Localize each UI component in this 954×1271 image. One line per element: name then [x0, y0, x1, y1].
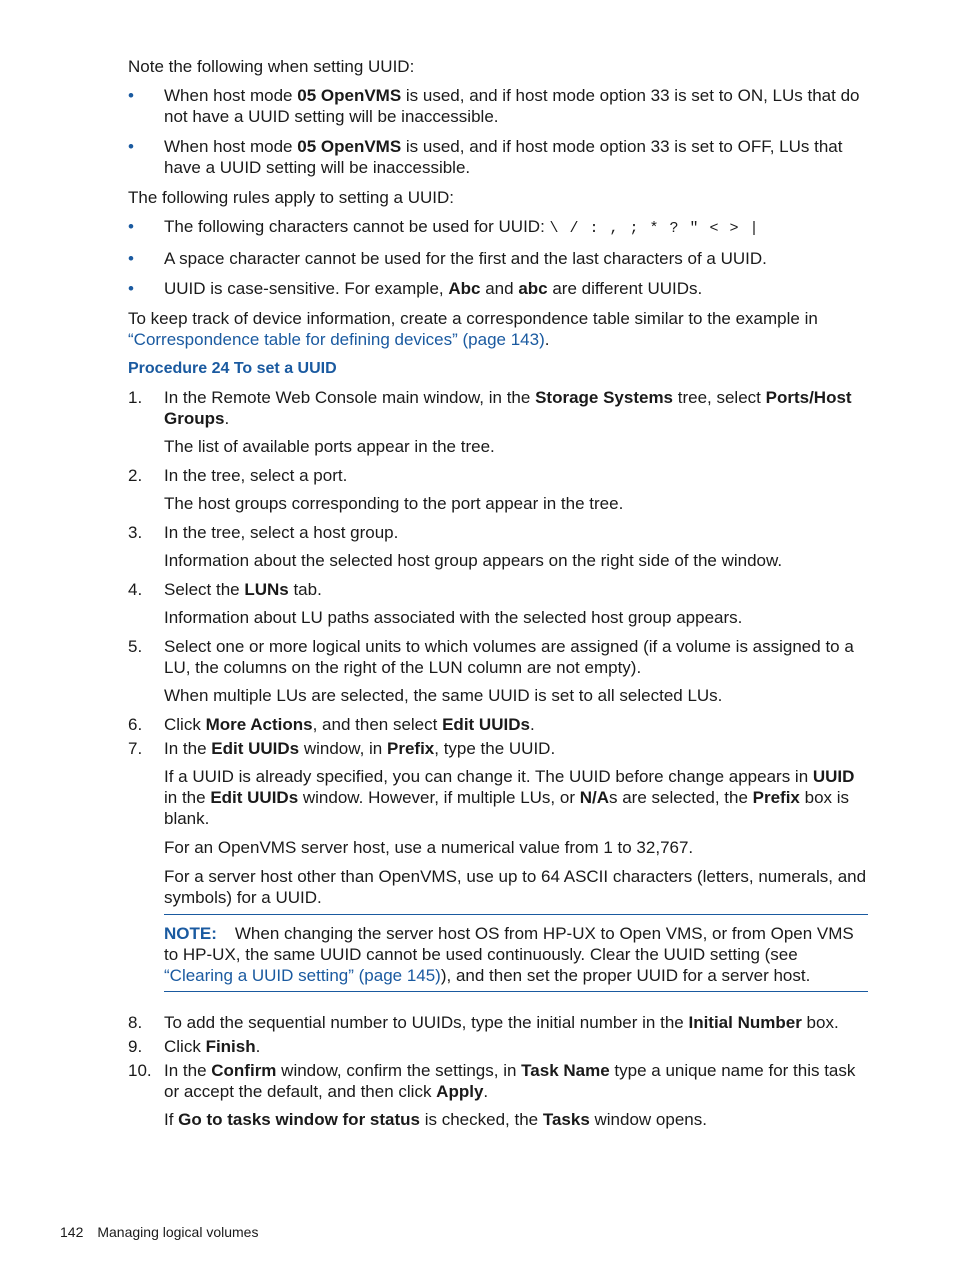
- bullet-icon: •: [128, 279, 134, 298]
- step-4: 4. Select the LUNs tab.: [128, 580, 322, 599]
- step-5: 5. Select one or more logical units to which volumes are assigned (if a volume is assigned to a LU, the columns on the right of the LUN column are not empty).: [128, 637, 854, 677]
- note-box: NOTE: When changing the server host OS from HP-UX to Open VMS, or from Open VMS to HP-UX, the same UUID cannot be used continuously. Clear the UUID setting (see “Clearing a UUID setting” (page 145)), and then set the proper UUID for a server host.: [164, 914, 868, 992]
- step-8: 8. To add the sequential number to UUIDs, type the initial number in the Initial Number box.: [128, 1013, 839, 1032]
- list-item: • The following characters cannot be used for UUID: \ / : , ; * ? " < > |: [128, 217, 760, 237]
- step-6: 6. Click More Actions, and then select Edit UUIDs.: [128, 715, 535, 734]
- bullet-icon: •: [128, 217, 134, 236]
- step-7-detail: If a UUID is already specified, you can change it. The UUID before change appears in UUID in the Edit UUIDs window. However, if multiple LUs, or N/As are selected, the Prefix box is blank.: [164, 767, 855, 828]
- footer-section-title: Managing logical volumes: [97, 1224, 259, 1240]
- step-7-other-host-rule: For a server host other than OpenVMS, use up to 64 ASCII characters (letters, numerals, and symbols) for a UUID.: [164, 867, 867, 907]
- bullet-icon: •: [128, 249, 134, 268]
- bullet-icon: •: [128, 137, 134, 156]
- rules-intro: The following rules apply to setting a UUID:: [128, 188, 454, 207]
- procedure-title: Procedure 24 To set a UUID: [128, 360, 337, 377]
- openvms-bullet-list: [128, 85, 868, 178]
- step-5-result: When multiple LUs are selected, the same UUID is set to all selected LUs.: [164, 686, 723, 705]
- step-3: 3. In the tree, select a host group.: [128, 523, 399, 542]
- step-10: 10. In the Confirm window, confirm the settings, in Task Name type a unique name for this task or accept the default, and then click Apply.: [128, 1061, 856, 1101]
- step-7: 7. In the Edit UUIDs window, in Prefix, type the UUID.: [128, 739, 556, 758]
- step-10-result: If Go to tasks window for status is checked, the Tasks window opens.: [164, 1110, 707, 1129]
- step-2: 2. In the tree, select a port.: [128, 466, 348, 485]
- list-item: • When host mode 05 OpenVMS is used, and if host mode option 33 is set to ON, LUs that do not have a UUID setting will be inaccessible.: [128, 86, 860, 126]
- step-2-result: The host groups corresponding to the port appear in the tree.: [164, 494, 624, 513]
- step-4-result: Information about LU paths associated with the selected host group appears.: [164, 608, 743, 627]
- step-1-result: The list of available ports appear in the tree.: [164, 437, 495, 456]
- step-3-result: Information about the selected host group appears on the right side of the window.: [164, 551, 783, 570]
- document-body: [128, 56, 868, 1138]
- rules-bullet-list: [128, 216, 868, 299]
- list-item: • UUID is case-sensitive. For example, Abc and abc are different UUIDs.: [128, 279, 703, 298]
- step-1: 1. In the Remote Web Console main window, in the Storage Systems tree, select Ports/Host Groups.: [128, 388, 852, 428]
- bullet-icon: •: [128, 86, 134, 105]
- track-paragraph: To keep track of device information, create a correspondence table similar to the example in “Correspondence table for defining devices” (page 143).: [128, 309, 818, 349]
- correspondence-table-link[interactable]: “Correspondence table for defining devices” (page 143): [128, 330, 545, 349]
- page-footer: [60, 1222, 272, 1243]
- forbidden-characters: \ / : , ; * ? " < > |: [549, 220, 760, 237]
- page-number: 142: [60, 1224, 84, 1240]
- list-item: • When host mode 05 OpenVMS is used, and if host mode option 33 is set to OFF, LUs that have a UUID setting will be inaccessible.: [128, 137, 843, 177]
- step-9: 9. Click Finish.: [128, 1037, 261, 1056]
- list-item: • A space character cannot be used for the first and the last characters of a UUID.: [128, 249, 767, 268]
- step-7-openvms-rule: For an OpenVMS server host, use a numerical value from 1 to 32,767.: [164, 838, 694, 857]
- intro-text: Note the following when setting UUID:: [128, 57, 415, 76]
- clearing-uuid-link[interactable]: “Clearing a UUID setting” (page 145): [164, 966, 441, 985]
- note-label: NOTE:: [164, 924, 217, 943]
